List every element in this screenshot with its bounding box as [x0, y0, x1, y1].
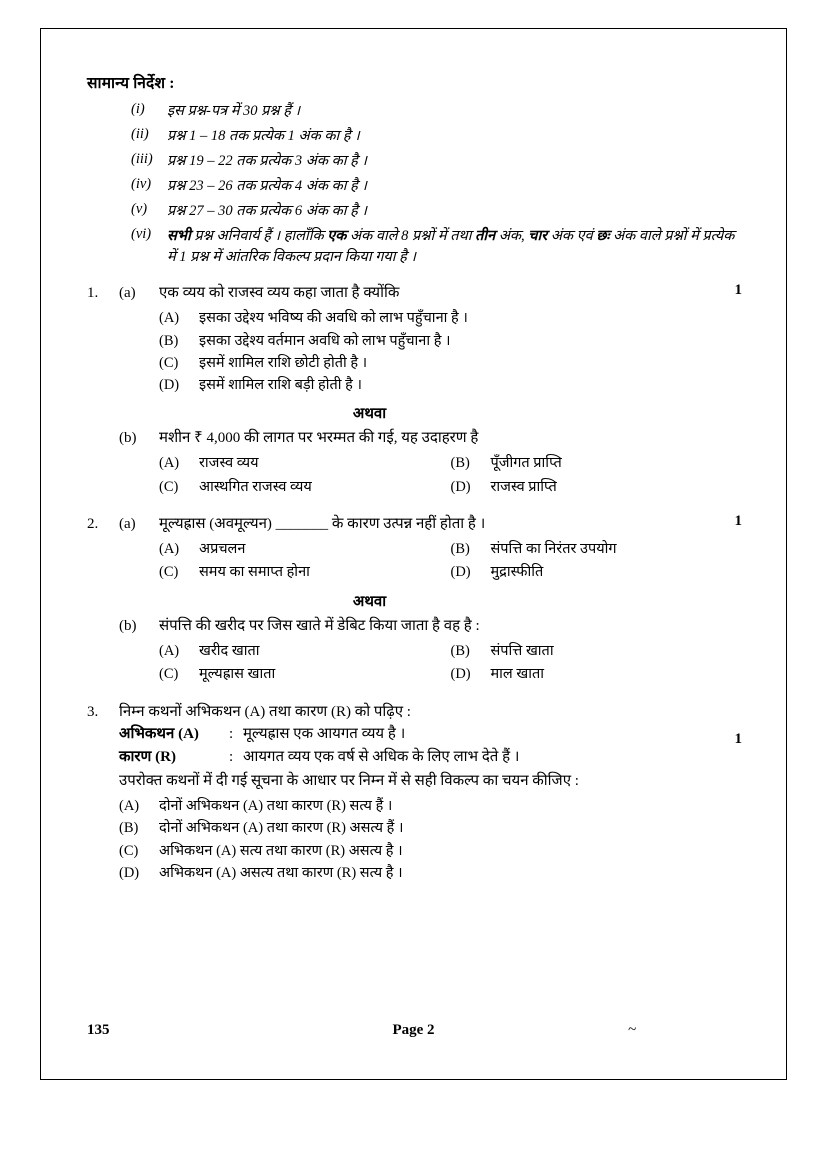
instruction-number: (vi): [131, 226, 152, 243]
option-label: (D): [450, 666, 471, 683]
instruction-text: प्रश्न 19 – 22 तक प्रत्येक 3 अंक का है ।: [167, 153, 367, 170]
option-row: [159, 561, 742, 584]
question-3: [87, 701, 742, 885]
question-2-part-a-options: [159, 538, 742, 584]
option-row: [159, 663, 742, 686]
option-row: [159, 330, 742, 352]
option-row: [119, 795, 742, 817]
question-1-part-a: [87, 282, 742, 305]
option-text: संपत्ति खाता: [490, 643, 554, 660]
reason-colon: :: [229, 749, 234, 766]
option-row: [119, 840, 742, 862]
option-cell: [451, 663, 743, 686]
option-label: (B): [450, 455, 470, 472]
question-1-part-b-options: [159, 452, 742, 498]
question-3-stem-text: निम्न कथनों अभिकथन (A) तथा कारण (R) को पढ़िए :: [119, 703, 411, 720]
instructions-heading: सामान्य निर्देश :: [87, 75, 175, 92]
question-3-directive: उपरोक्त कथनों में दी गई सूचना के आधार पर निम्न में से सही विकल्प का चयन कीजिए :: [119, 772, 579, 789]
instruction-text: प्रश्न 23 – 26 तक प्रत्येक 4 अंक का है ।: [167, 178, 367, 195]
option-row: [159, 307, 742, 329]
option-label: (A): [159, 643, 180, 660]
option-label: (A): [159, 541, 180, 558]
option-label: (D): [159, 377, 180, 394]
instruction-item: [125, 226, 742, 267]
option-text: अप्रचलन: [199, 541, 246, 558]
page-border: [40, 28, 787, 1080]
option-row: [159, 452, 742, 475]
instruction-text: प्रश्न 27 – 30 तक प्रत्येक 6 अंक का है ।: [167, 203, 367, 220]
instruction-number: (iii): [131, 151, 153, 168]
option-cell: [451, 538, 743, 561]
option-text: मूल्यह्रास खाता: [199, 666, 276, 683]
option-text: खरीद खाता: [199, 643, 260, 660]
option-label: (A): [159, 455, 180, 472]
option-text: राजस्व प्राप्ति: [490, 478, 557, 495]
question-2-part-a: [87, 513, 742, 536]
option-label: (B): [119, 820, 139, 837]
option-label: (B): [450, 541, 470, 558]
question-1: [87, 282, 742, 499]
instruction-item: [125, 101, 742, 122]
instruction-item: [125, 201, 742, 222]
option-cell: [159, 561, 451, 584]
question-3-stem: [87, 701, 742, 724]
assertion-row: [119, 723, 742, 746]
page-footer: [87, 1022, 740, 1039]
question-2-part-b: [87, 615, 742, 638]
option-label: (D): [450, 564, 471, 581]
option-cell: [451, 561, 743, 584]
paper-code: 135: [87, 1022, 110, 1038]
question-2-part-a-text: मूल्यह्रास (अवमूल्यन) _______ के कारण उत्पन्न नहीं होता है ।: [159, 515, 486, 532]
question-2-part-b-label: (b): [119, 617, 137, 634]
option-text: दोनों अभिकथन (A) तथा कारण (R) असत्य हैं ।: [159, 820, 404, 837]
option-label: (D): [450, 478, 471, 495]
question-2-or-label: अथवा: [352, 593, 387, 610]
assertion-colon: :: [229, 726, 234, 743]
instruction-number: (i): [131, 101, 145, 117]
option-label: (D): [119, 865, 140, 882]
reason-text: आयगत व्यय एक वर्ष से अधिक के लिए लाभ देते हैं ।: [243, 749, 520, 766]
instruction-text: इस प्रश्न-पत्र में 30 प्रश्न हैं ।: [167, 103, 301, 119]
footer-mark: ~: [628, 1022, 637, 1038]
option-text: अभिकथन (A) असत्य तथा कारण (R) सत्य है ।: [159, 865, 403, 882]
question-2-part-b-text: संपत्ति की खरीद पर जिस खाते में डेबिट किया जाता है वह है :: [159, 617, 480, 634]
option-label: (C): [159, 564, 179, 581]
option-text: पूँजीगत प्राप्ति: [490, 455, 562, 472]
option-text: इसमें शामिल राशि बड़ी होती है ।: [199, 377, 362, 394]
question-2-marks: 1: [734, 512, 742, 529]
option-row: [159, 538, 742, 561]
question-1-part-a-text: एक व्यय को राजस्व व्यय कहा जाता है क्योंकि: [159, 284, 400, 301]
option-label: (C): [159, 478, 179, 495]
question-1-part-a-options: [159, 307, 742, 397]
question-2-part-b-options: [159, 640, 742, 686]
instruction-number: (iv): [131, 176, 152, 193]
option-cell: [451, 476, 743, 499]
option-text: इसका उद्देश्य भविष्य की अवधि को लाभ पहुँचाना है ।: [199, 310, 468, 327]
instruction-number: (v): [131, 201, 148, 218]
question-1-part-a-label: (a): [119, 284, 136, 301]
option-text: इसका उद्देश्य वर्तमान अवधि को लाभ पहुँचाना है ।: [199, 332, 451, 349]
option-text: राजस्व व्यय: [199, 455, 259, 472]
question-1-marks: 1: [734, 281, 742, 298]
reason-label: कारण (R): [119, 749, 176, 766]
option-text: अभिकथन (A) सत्य तथा कारण (R) असत्य है ।: [159, 842, 403, 859]
option-cell: [159, 476, 451, 499]
instruction-text: सभी प्रश्न अनिवार्य हैं । हालाँकि एक अंक वाले 8 प्रश्नों में तथा तीन अंक, चार अंक एवं छः अंक वाले प्रश्नों में प्रत्येक में 1 प्रश्न में आंतरिक विकल्प प्रदान किया गया है ।: [167, 228, 735, 265]
option-label: (B): [159, 332, 179, 349]
option-label: (C): [159, 354, 179, 371]
question-1-part-b-label: (b): [119, 429, 137, 446]
option-row: [119, 862, 742, 884]
option-text: दोनों अभिकथन (A) तथा कारण (R) सत्य हैं ।: [159, 797, 393, 814]
assertion-text: मूल्यह्रास एक आयगत व्यय है ।: [243, 726, 406, 743]
option-text: इसमें शामिल राशि छोटी होती है ।: [199, 354, 368, 371]
question-1-number: 1.: [87, 284, 99, 301]
option-cell: [451, 452, 743, 475]
option-row: [159, 374, 742, 396]
option-cell: [159, 640, 451, 663]
option-label: (B): [450, 643, 470, 660]
question-3-marks: 1: [734, 730, 742, 747]
page-content: [87, 71, 742, 885]
question-2-number: 2.: [87, 515, 99, 532]
assertion-label: अभिकथन (A): [119, 726, 199, 743]
question-1-part-b: [87, 427, 742, 450]
option-label: (C): [159, 666, 179, 683]
question-1-or-label: अथवा: [352, 405, 387, 422]
page-number: Page 2: [392, 1022, 435, 1038]
option-label: (A): [119, 797, 140, 814]
instructions-list: [125, 101, 742, 268]
question-3-options: [119, 795, 742, 885]
option-text: समय का समाप्त होना: [199, 564, 310, 581]
option-cell: [451, 640, 743, 663]
option-label: (C): [119, 842, 139, 859]
question-3-number: 3.: [87, 703, 99, 720]
option-cell: [159, 452, 451, 475]
instruction-number: (ii): [131, 126, 149, 143]
instruction-item: [125, 126, 742, 147]
instruction-item: [125, 151, 742, 172]
option-label: (A): [159, 310, 180, 327]
reason-row: [119, 746, 742, 769]
option-row: [159, 640, 742, 663]
option-cell: [159, 663, 451, 686]
option-text: संपत्ति का निरंतर उपयोग: [490, 541, 617, 558]
question-2-part-a-label: (a): [119, 515, 136, 532]
question-2: [87, 513, 742, 687]
option-row: [159, 476, 742, 499]
question-1-part-b-text: मशीन ₹ 4,000 की लागत पर भरम्मत की गई, यह उदाहरण है: [159, 429, 479, 446]
option-text: मुद्रास्फीति: [490, 564, 544, 581]
instruction-item: [125, 176, 742, 197]
option-row: [159, 352, 742, 374]
option-text: माल खाता: [490, 666, 545, 683]
option-text: आस्थगित राजस्व व्यय: [199, 478, 312, 495]
option-cell: [159, 538, 451, 561]
instruction-text: प्रश्न 1 – 18 तक प्रत्येक 1 अंक का है ।: [167, 128, 360, 145]
option-row: [119, 817, 742, 839]
